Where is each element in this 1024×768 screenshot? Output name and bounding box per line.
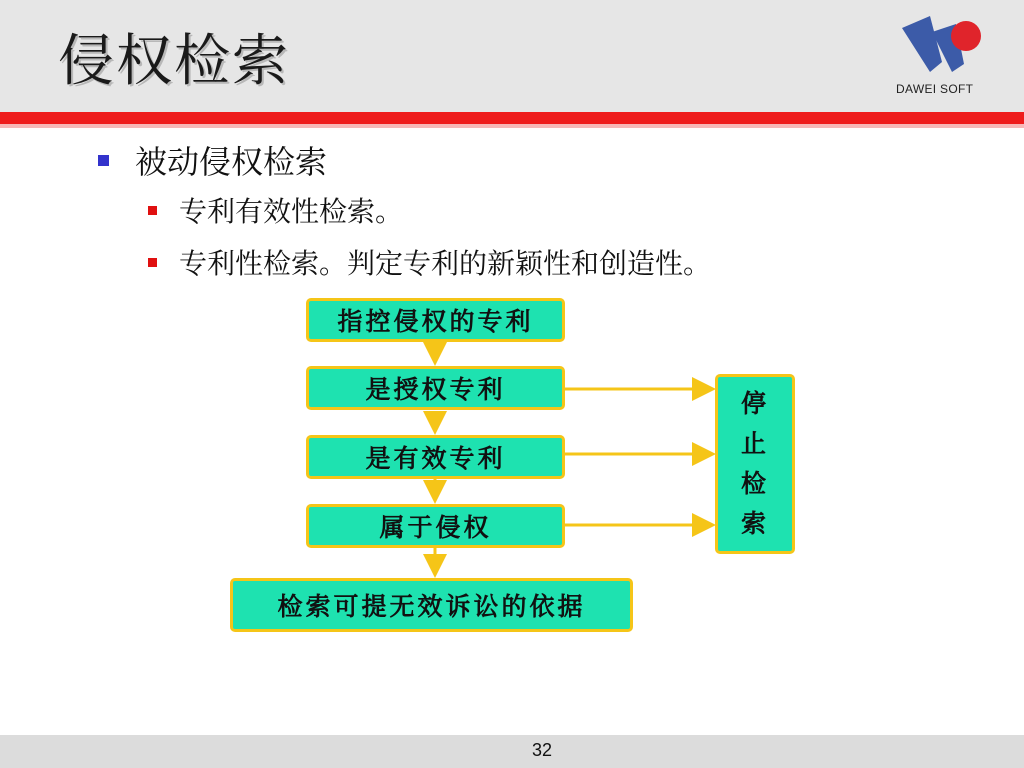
dawei-soft-logo bbox=[890, 10, 1000, 102]
square-bullet-icon bbox=[148, 206, 157, 215]
bullet-level1 bbox=[98, 140, 327, 180]
page-number: 32 bbox=[531, 740, 553, 760]
flow-step-invalidation-search: 检索可提无效诉讼的依据 bbox=[230, 578, 633, 632]
bullet-text: 专利性检索。判定专利的新颖性和创造性。 bbox=[179, 247, 712, 280]
logo-mark-icon bbox=[890, 10, 1000, 80]
accent-bar-shadow bbox=[0, 124, 1024, 128]
stop-char: 止 bbox=[740, 429, 769, 458]
bullet-level2 bbox=[148, 192, 403, 228]
bullet-text: 被动侵权检索 bbox=[135, 143, 328, 181]
flow-step-granted-patent: 是授权专利 bbox=[306, 366, 565, 410]
stop-char: 检 bbox=[740, 469, 769, 498]
bullet-level2 bbox=[148, 244, 711, 280]
flow-step-stop-search bbox=[715, 374, 795, 554]
stop-char: 停 bbox=[740, 389, 769, 418]
square-bullet-icon bbox=[148, 258, 157, 267]
logo-text: DAWEI SOFT bbox=[896, 82, 974, 96]
flow-step-accused-patent: 指控侵权的专利 bbox=[306, 298, 565, 342]
stop-char: 索 bbox=[740, 509, 769, 538]
square-bullet-icon bbox=[98, 155, 109, 166]
slide-title: 侵权检索 bbox=[58, 29, 290, 94]
accent-bar bbox=[0, 112, 1024, 124]
flow-step-infringement: 属于侵权 bbox=[306, 504, 565, 548]
bullet-text: 专利有效性检索。 bbox=[179, 195, 404, 228]
flow-step-valid-patent: 是有效专利 bbox=[306, 435, 565, 479]
